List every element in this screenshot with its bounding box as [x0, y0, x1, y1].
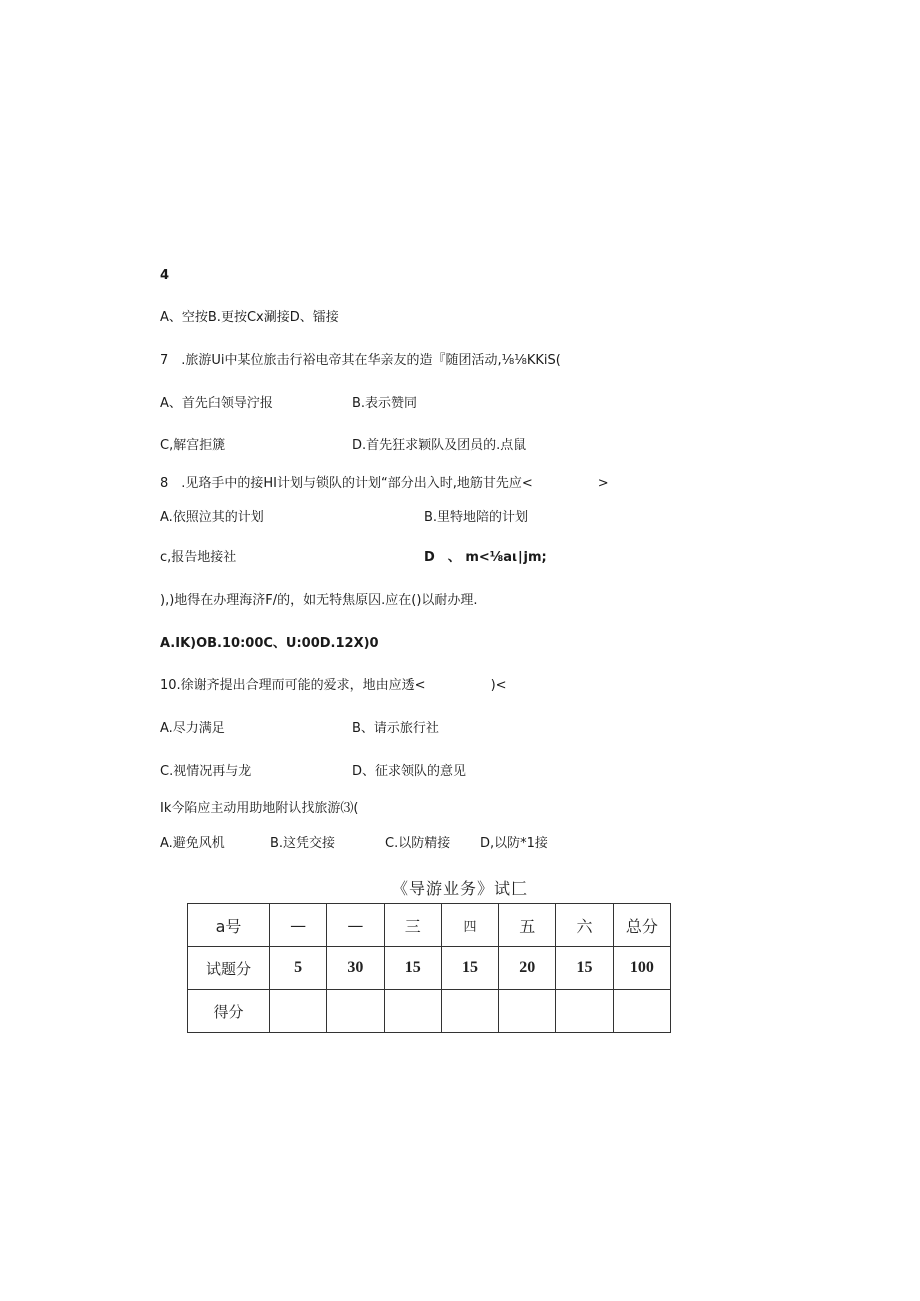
table-cell: 三	[384, 904, 441, 947]
table-cell: 试题分	[188, 947, 270, 990]
score-input-cell[interactable]	[499, 990, 556, 1033]
question-8-options-row2	[160, 550, 760, 566]
option-b: B.这凭交接	[270, 836, 336, 851]
option-b: B.表示赞同	[352, 396, 418, 411]
option-c: c,报告地接社	[160, 550, 237, 565]
score-table	[187, 903, 671, 1033]
table-row-points	[188, 947, 671, 990]
table-cell: —	[270, 904, 327, 947]
table-row-header	[188, 904, 671, 947]
table-cell: a号	[188, 904, 270, 947]
table-cell: 30	[327, 947, 384, 990]
table-row-score	[188, 990, 671, 1033]
question-9	[160, 593, 478, 609]
score-input-cell[interactable]	[613, 990, 670, 1033]
option-c: C.以防精接	[385, 836, 451, 851]
option-d: D 、 m<⅛aι∣jm;	[424, 550, 547, 565]
table-cell: 15	[556, 947, 613, 990]
question-8-options-row1	[160, 510, 760, 526]
option-d: D、征求领队的意见	[352, 764, 467, 779]
option-b: B、请示旅行社	[352, 721, 439, 736]
option-c: C.视情况再与龙	[160, 764, 252, 779]
table-cell: 六	[556, 904, 613, 947]
score-input-cell[interactable]	[384, 990, 441, 1033]
table-cell: —	[327, 904, 384, 947]
option-a: A.尽力满足	[160, 721, 225, 736]
option-c: C,解宫拒篪	[160, 438, 226, 453]
option-d: D.首先狂求颖队及团员的.点鼠	[352, 438, 527, 453]
table-cell: 五	[499, 904, 556, 947]
score-input-cell[interactable]	[270, 990, 327, 1033]
table-cell: 20	[499, 947, 556, 990]
question-11-options	[160, 836, 760, 852]
question-11	[160, 801, 358, 817]
option-d: D,以防*1接	[480, 836, 548, 851]
table-cell: 得分	[188, 990, 270, 1033]
exam-title: 《导游业务》试匚	[391, 879, 528, 898]
question-10-options-row1	[160, 721, 760, 737]
question-9-text: ),)地得在办理海济F/的，如无特焦原囚.应在()以耐办理.	[160, 593, 478, 608]
option-a: A、首先臼领导泞报	[160, 396, 273, 411]
score-input-cell[interactable]	[441, 990, 498, 1033]
question-8-text: 8 .见珞手中的接HI计划与锁队的计划“部分出入时,地筋甘先应< >	[160, 476, 609, 491]
question-10-options-row2	[160, 764, 760, 780]
question-9-options	[160, 636, 379, 652]
question-11-text: Ik今陷应主动用助地附认找旅游⑶(	[160, 801, 359, 816]
question-6-options-text: A、空按B.更按Cx涮接D、镭接	[160, 310, 339, 325]
question-7-text: 7 .旅游Ui中某位旅击行裕电帝其在华亲友的造『随团活动,⅛⅛KKiS(	[160, 353, 561, 368]
score-input-cell[interactable]	[327, 990, 384, 1033]
page-number	[160, 268, 169, 284]
question-8	[160, 476, 609, 492]
question-7-options-row1	[160, 396, 760, 412]
question-9-options-text: A.IK)OB.10:00C、U:00D.12X)0	[160, 636, 379, 651]
question-10	[160, 678, 507, 694]
question-7-options-row2	[160, 438, 760, 454]
option-a: A.依照泣其的计划	[160, 510, 264, 525]
page-number-text: 4	[160, 268, 170, 283]
option-b: B.里特地陪的计划	[424, 510, 529, 525]
table-cell: 总分	[613, 904, 670, 947]
option-a: A.避免风机	[160, 836, 225, 851]
table-cell: 15	[441, 947, 498, 990]
question-7	[160, 353, 561, 369]
score-input-cell[interactable]	[556, 990, 613, 1033]
table-cell: 15	[384, 947, 441, 990]
table-cell: 四	[441, 904, 498, 947]
question-6-options	[160, 310, 339, 326]
question-10-text: 10.徐谢齐提出合理而可能的爱求，地由应透< )<	[160, 678, 507, 693]
table-cell: 5	[270, 947, 327, 990]
table-cell: 100	[613, 947, 670, 990]
